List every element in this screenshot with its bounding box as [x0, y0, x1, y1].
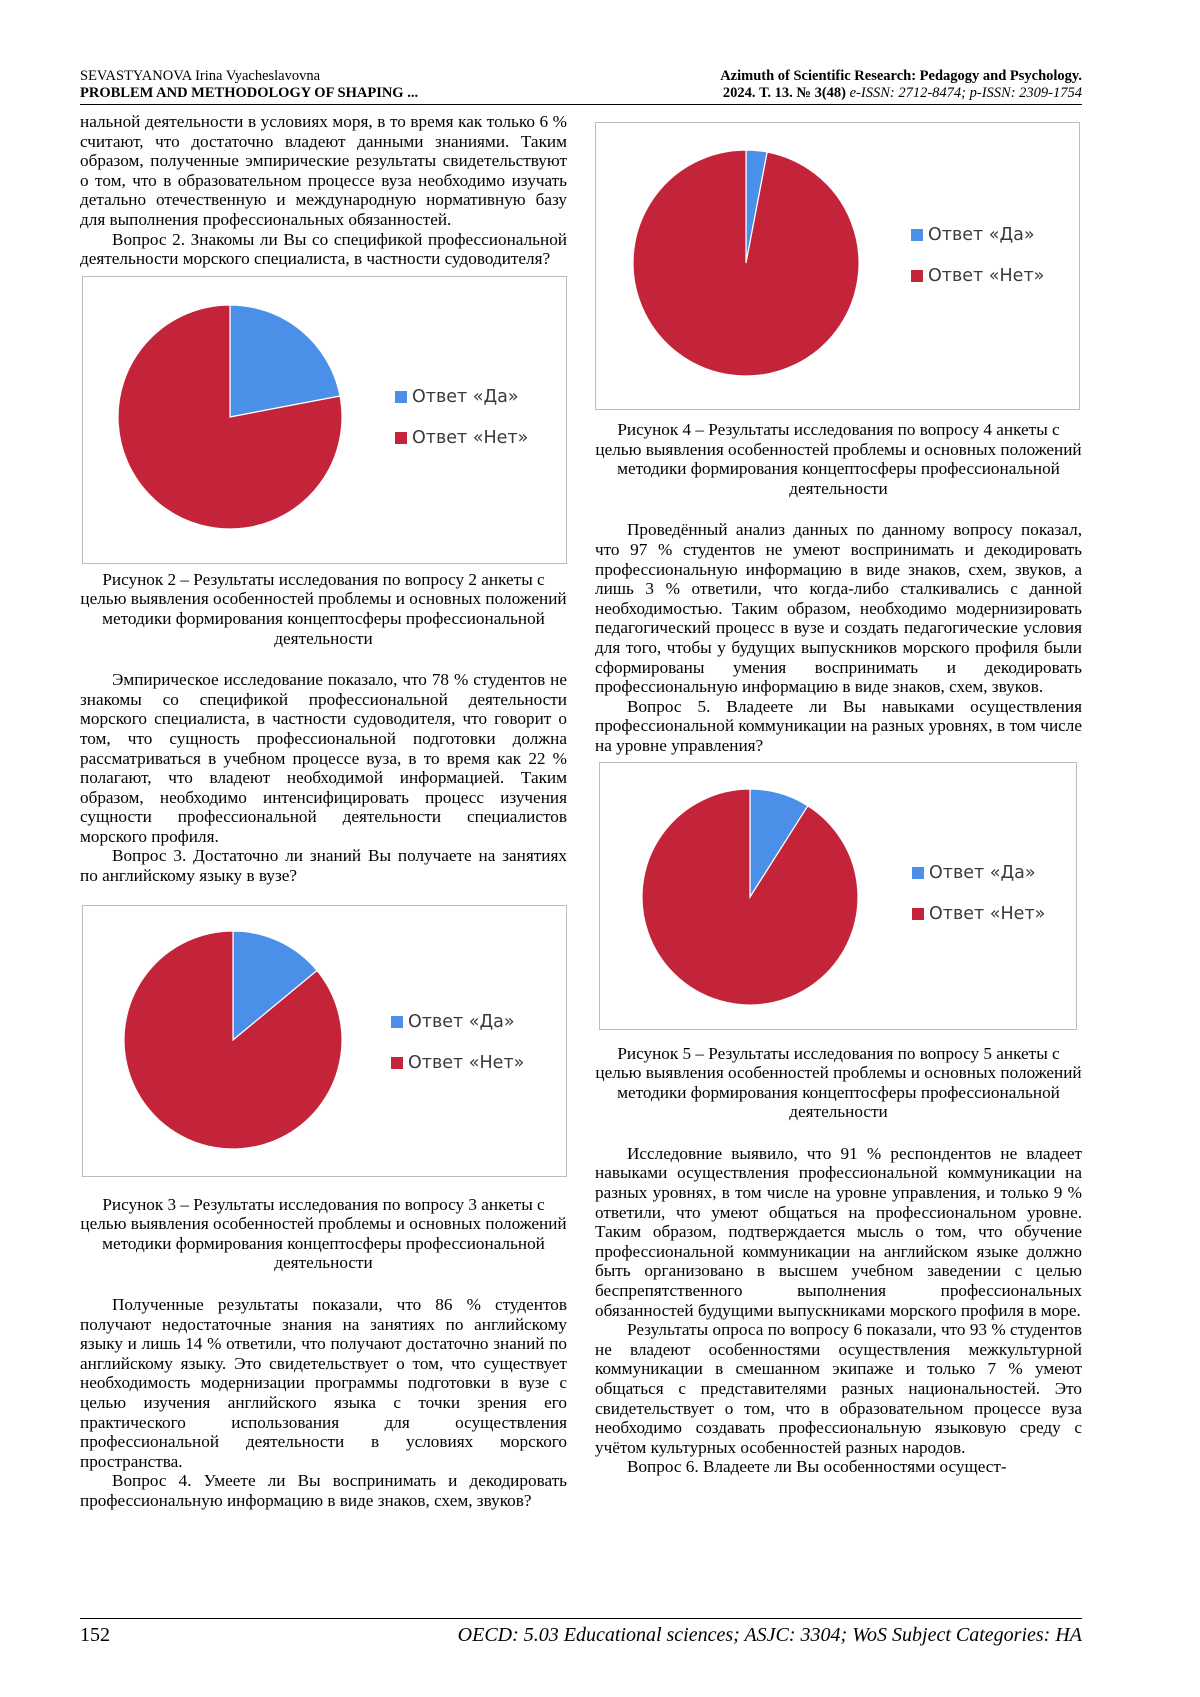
- question-5: Вопрос 5. Владеете ли Вы навыками осуществления профессиональной коммуникации на разных уровнях, в том числе на уровне управления?: [595, 696, 1082, 755]
- paragraph: Полученные результаты показали, что 86 % студентов получают недостаточные знания на занятиях по английскому языку и лишь 14 % ответили, что получают достаточно знаний по английскому языку. Это свидетельствует о том, что существует необходимость модернизации программы подготовки в вузе с целью изучения английского языка с точки зрения его практического использования для осуществления профессиональной деятельности в условиях морского пространства.: [80, 1295, 567, 1471]
- figure-4-chart: [595, 122, 1080, 410]
- page-number: 152: [80, 1624, 110, 1646]
- question-4: Вопрос 4. Умеете ли Вы воспринимать и декодировать профессиональную информацию в виде знаков, схем, звуков?: [80, 1471, 567, 1510]
- chart-legend: [911, 223, 1044, 305]
- legend-swatch-yes: [911, 229, 923, 241]
- paragraph: Проведённый анализ данных по данному вопросу показал, что 97 % студентов не умеют воспринимать и декодировать профессиональную информацию в виде знаков, схем, звуков, а лишь 3 % ответили, что когда-либо сталкивались с данной необходимостью. Таким образом, необходимо модернизировать педагогический процесс в вузе и создать педагогические условия для того, чтобы у будущих выпускников морского профиля были сформированы умения воспринимать и декодировать профессиональную информацию в виде знаков, схем, звуков.: [595, 520, 1082, 697]
- question-2: Вопрос 2. Знакомы ли Вы со спецификой профессиональной деятельности морского специалиста, в частности судоводителя?: [80, 229, 567, 269]
- legend-item-yes: [911, 223, 1044, 247]
- chart-legend: [912, 861, 1045, 943]
- journal-issn: e-ISSN: 2712-8474; p-ISSN: 2309-1754: [849, 85, 1082, 101]
- legend-item-no: [391, 1051, 524, 1075]
- legend-swatch-yes: [395, 391, 407, 403]
- figure-2-caption: Рисунок 2 – Результаты исследования по вопросу 2 анкеты с целью выявления особенностей проблемы и основных положений методики формирования концептосферы профессиональной деятельности: [80, 569, 567, 648]
- legend-label-yes: Ответ «Да»: [929, 862, 1036, 883]
- legend-item-no: [911, 264, 1044, 288]
- question-3: Вопрос 3. Достаточно ли знаний Вы получаете на занятиях по английскому языку в вузе?: [80, 846, 567, 886]
- figure-3-chart: [82, 905, 567, 1177]
- running-header-left: [80, 68, 418, 102]
- journal-name: Azimuth of Scientific Research: Pedagogy and Psychology.: [720, 68, 1082, 84]
- right-column: [595, 112, 1082, 1477]
- paragraph: Результаты опроса по вопросу 6 показали, что 93 % студентов не владеют особенностями осуществления межкультурной коммуникации в смешанном экипаже и только 7 % умеют общаться с представителями разных национальностей. Это свидетельствует о том, что в образовательном процессе вуза необходимо создавать профессиональную языковую среду с учётом культурных особенностей разных народов.: [595, 1320, 1082, 1457]
- legend-swatch-no: [395, 432, 407, 444]
- figure-2-chart: [82, 276, 567, 564]
- legend-item-no: [912, 902, 1045, 926]
- legend-label-yes: Ответ «Да»: [928, 225, 1035, 245]
- journal-volume: 2024. Т. 13. № 3(48): [722, 85, 846, 101]
- footer-classification: OECD: 5.03 Educational sciences; ASJC: 3304; WoS Subject Categories: HA: [457, 1624, 1082, 1646]
- paragraph: нальной деятельности в условиях моря, в то время как только 6 % считают, что достаточно владеют данными знаниями. Таким образом, полученные эмпирические результаты свидетельствуют о том, что в образовательном процессе вуза необходимо изучать детально отечественную и международную нормативную базу для выполнения профессиональных обязанностей.: [80, 112, 567, 229]
- article-short-title: PROBLEM AND METHODOLOGY OF SHAPING ...: [80, 85, 419, 101]
- chart-legend: [395, 385, 528, 467]
- legend-item-yes: [912, 861, 1045, 885]
- figure-4-caption: Рисунок 4 – Результаты исследования по вопросу 4 анкеты с целью выявления особенностей проблемы и основных положений методики формирования концептосферы профессиональной деятельности: [595, 420, 1082, 498]
- running-header-right: [720, 68, 1082, 102]
- legend-label-no: Ответ «Нет»: [929, 903, 1046, 924]
- legend-swatch-no: [912, 908, 924, 920]
- figure-5-chart: [599, 762, 1077, 1030]
- chart-legend: [391, 1010, 524, 1092]
- figure-5-caption: Рисунок 5 – Результаты исследования по вопросу 5 анкеты с целью выявления особенностей проблемы и основных положений методики формирования концептосферы профессиональной деятельности: [595, 1043, 1082, 1122]
- author-name: SEVASTYANOVA Irina Vyacheslavovna: [80, 68, 321, 84]
- footer-rule: [80, 1618, 1082, 1619]
- left-column: [80, 112, 567, 1511]
- legend-label-yes: Ответ «Да»: [408, 1011, 515, 1032]
- legend-label-no: Ответ «Нет»: [408, 1052, 525, 1073]
- legend-label-yes: Ответ «Да»: [412, 386, 519, 407]
- header-rule: [80, 104, 1082, 105]
- legend-item-yes: [391, 1010, 524, 1034]
- legend-label-no: Ответ «Нет»: [412, 427, 529, 448]
- legend-swatch-no: [911, 270, 923, 282]
- legend-item-yes: [395, 385, 528, 409]
- legend-swatch-no: [391, 1057, 403, 1069]
- pie-slice-no: [642, 789, 858, 1005]
- legend-swatch-yes: [391, 1016, 403, 1028]
- pie-slice-no: [633, 150, 859, 376]
- question-6: Вопрос 6. Владеете ли Вы особенностями осущест-: [627, 1457, 1007, 1477]
- legend-label-no: Ответ «Нет»: [928, 266, 1045, 286]
- figure-3-caption: Рисунок 3 – Результаты исследования по вопросу 3 анкеты с целью выявления особенностей проблемы и основных положений методики формирования концептосферы профессиональной деятельности: [80, 1194, 567, 1273]
- legend-item-no: [395, 426, 528, 450]
- legend-swatch-yes: [912, 867, 924, 879]
- paragraph: Эмпирическое исследование показало, что 78 % студентов не знакомы со спецификой профессиональной деятельности морского специалиста, в частности судоводителя, что говорит о том, что сущность профессиональной подготовки должна рассматриваться в учебном процессе вуза, в то время как 22 % полагают, что владеют необходимой информацией. Таким образом, необходимо интенсифицировать процесс изучения сущности профессиональной деятельности специалистов морского профиля.: [80, 670, 567, 846]
- paragraph: Исследовние выявило, что 91 % респондентов не владеет навыками осуществления профессиональной коммуникации на разных уровнях, в том числе на уровне управления, и только 9 % ответили, что умеют общаться на профессиональном уровне. Таким образом, подтверждается мысль о том, что обучение профессиональной коммуникации на английском языке должно быть организовано в высшем учебном заведении с целью беспрепятственного выполнения профессиональных обязанностей будущими выпускниками морского профиля в море.: [595, 1143, 1082, 1320]
